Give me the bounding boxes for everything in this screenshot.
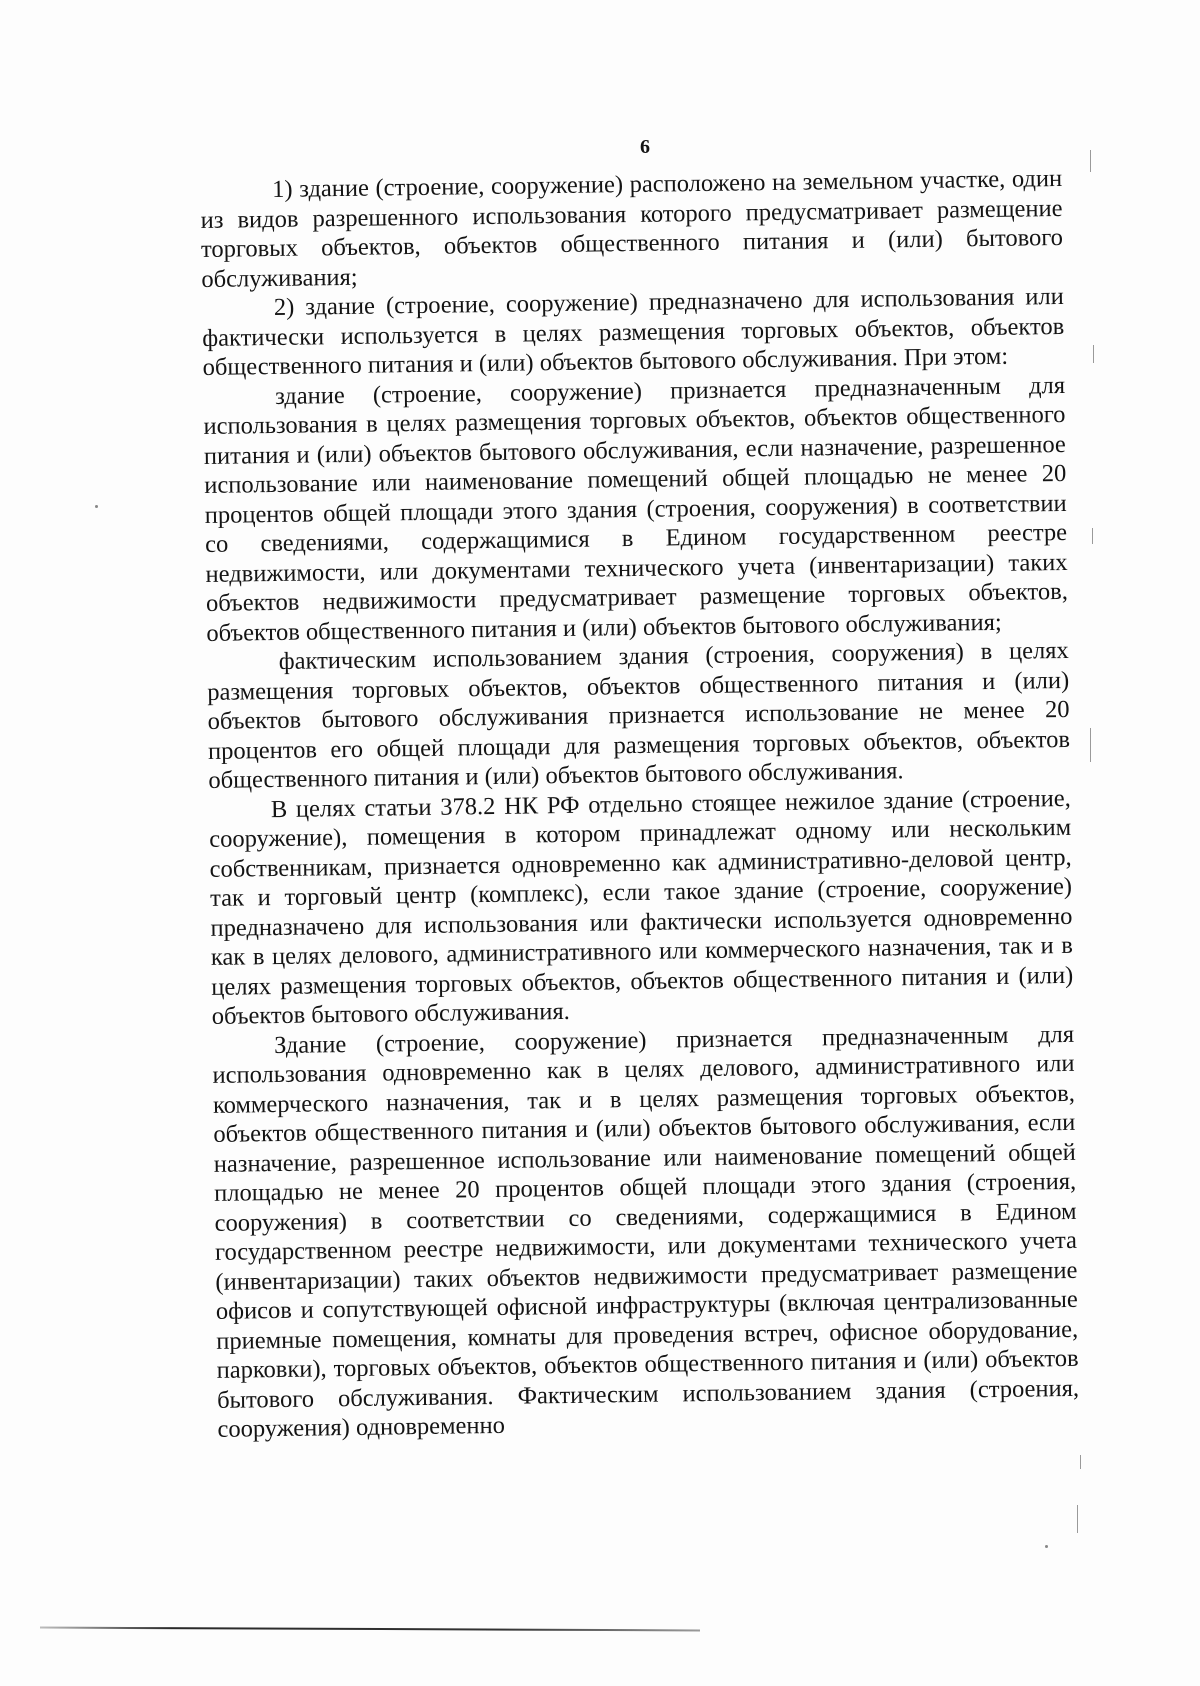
paragraph-2: 2) здание (строение, сооружение) предназначено для использования или фактически используется в целях размещения торговых объектов, объектов общественного питания и (или) объектов бытового обслуживания. При этом: [202,282,1065,381]
scan-edge-mark [1090,728,1091,762]
paragraph-6: Здание (строение, сооружение) признается предназначенным для использования одновременно как в целях делового, административного или коммерческого назначения, так и в целях размещения торговых объектов, объектов общественного питания и (или) объектов бытового обслуживания, если назначение, разрешенное использование или наименование помещений общей площадью не менее 20 процентов общей площади этого здания (строения, сооружения) в соответствии со сведениями, содержащимися в Едином государственном реестре недвижимости, или документами технического учета (инвентаризации) таких объектов недвижимости предусматривает размещение офисов и сопутствующей офисной инфраструктуры (включая централизованные приемные помещения, комнаты для проведения встреч, офисное оборудование, парковки), торговых объектов, объектов общественного питания и (или) объектов бытового обслуживания. Фактическим использованием здания (строения, сооружения) одновременно [212,1020,1080,1443]
scan-edge-mark [1080,1455,1081,1469]
paragraph-1: 1) здание (строение, сооружение) расположено на земельном участке, один из видов разрешенного использования которого предусматривает размещение торговых объектов, объектов общественного питания и (или) бытового обслуживания; [200,164,1064,293]
scan-edge-mark [1092,528,1093,544]
document-body [200,164,1080,1444]
scan-edge-mark [1093,345,1094,363]
paragraph-3: здание (строение, сооружение) признается предназначенным для использования в целях размещения торговых объектов, объектов общественного питания и (или) объектов бытового обслуживания, если назначение, разрешенное использование или наименование помещений общей площадью не менее 20 процентов общей площади этого здания (строения, сооружения) в соответствии со сведениями, содержащимися в Едином государственном реестре недвижимости, или документами технического учета (инвентаризации) таких объектов недвижимости предусматривает размещение торговых объектов, объектов общественного питания и (или) объектов бытового обслуживания; [203,371,1069,647]
scan-edge-mark [1090,150,1091,172]
scan-artifact-line [40,1627,700,1632]
scan-speck [95,505,98,508]
paragraph-4: фактическим использованием здания (строения, сооружения) в целях размещения торговых объектов, объектов общественного питания и (или) объектов бытового обслуживания признается использование не менее 20 процентов его общей площади для размещения торговых объектов, объектов общественного питания и (или) объектов бытового обслуживания. [207,636,1071,794]
scan-edge-mark [1077,1505,1078,1533]
page-number: 6 [640,136,650,158]
scan-speck [1045,1545,1048,1548]
paragraph-5: В целях статьи 378.2 НК РФ отдельно стоящее нежилое здание (строение, сооружение), помещения в котором принадлежат одному или нескольким собственникам, признается одновременно как административно-деловой центр, так и торговый центр (комплекс), если такое здание (строение, сооружение) предназначено для использования или фактически используется одновременно как в целях делового, административного или коммерческого назначения, так и в целях размещения торговых объектов, объектов общественного питания и (или) объектов бытового обслуживания. [209,784,1074,1030]
